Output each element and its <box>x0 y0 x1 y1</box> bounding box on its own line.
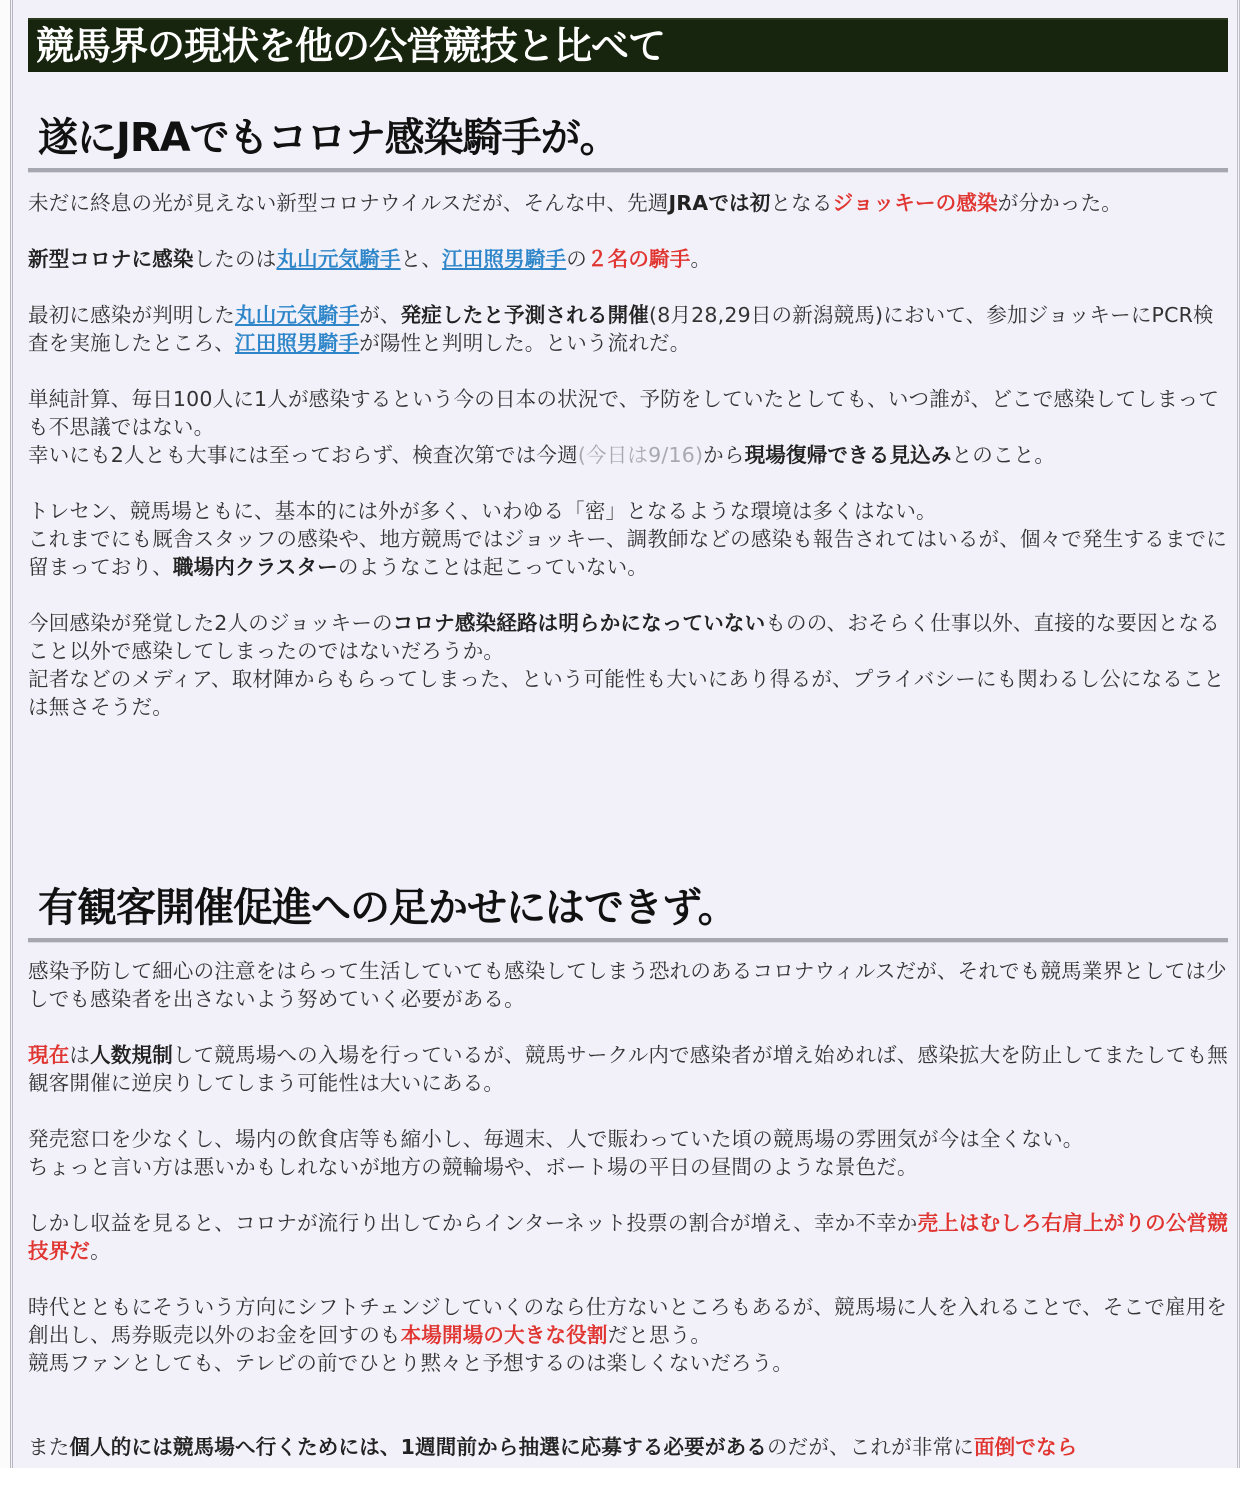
text-run: (8月28,29日の新潟競馬)において、参加ジョッキーにPCR検査を実施したところ、 <box>28 303 1214 355</box>
text-bold: 新型コロナに感染 <box>28 247 194 271</box>
text-run: が陽性と判明した。という流れだ。 <box>359 331 691 355</box>
text-run: の <box>566 247 587 271</box>
section-heading: 有観客開催促進への足かせにはできず。 <box>38 885 737 931</box>
jockey-link[interactable]: 江田照男騎手 <box>235 331 360 355</box>
text-run: 発売窓口を少なくし、場内の飲食店等も縮小し、毎週末、人で賑わっていた頃の競馬場の雰囲気が今は全くない。 <box>28 1127 1084 1151</box>
text-run: のだが、これが非常に <box>766 1435 974 1459</box>
text-red: ２名の騎手 <box>586 247 691 271</box>
text-run: 競馬ファンとしても、テレビの前でひとり黙々と予想するのは楽しくないだろう。 <box>28 1351 794 1375</box>
text-run: となる <box>770 191 833 215</box>
text-run: したのは <box>193 247 277 271</box>
text-bold: 現場復帰できる見込み <box>744 443 952 467</box>
text-run: また <box>28 1435 70 1459</box>
text-run: だと思う。 <box>607 1323 712 1347</box>
text-run: 単純計算、毎日100人に1人が感染するという今の日本の状況で、予防をしていたとしても、いつ誰が、どこで感染してしまっても不思議ではない。 <box>28 387 1220 439</box>
text-run: とのこと。 <box>951 443 1056 467</box>
text-bold: JRAでは初 <box>668 191 771 215</box>
paragraph <box>28 1041 1228 1097</box>
text-run: 。 <box>90 1239 111 1263</box>
text-run: が、 <box>359 303 401 327</box>
paragraph <box>28 245 1228 273</box>
text-run: が分かった。 <box>997 191 1122 215</box>
text-run: と、 <box>400 247 443 271</box>
text-bold: 人数規制 <box>90 1043 173 1067</box>
text-bold: コロナ感染経路は明らかになっていない <box>392 611 766 635</box>
page-left-margin <box>0 0 10 1468</box>
text-gray: (今日は9/16) <box>577 443 704 467</box>
heading-divider <box>28 168 1228 173</box>
text-run: 感染予防して細心の注意をはらって生活していても感染してしまう恐れのあるコロナウィルスだが、それでも競馬業界としては少しでも感染者を出さないよう努めていく必要がある。 <box>28 959 1227 1011</box>
section-spectator-events <box>28 878 1228 1489</box>
heading-divider <box>28 938 1228 943</box>
text-run: のようなことは起こっていない。 <box>337 555 648 579</box>
jockey-link[interactable]: 丸山元気騎手 <box>276 247 401 271</box>
page-title: 競馬界の現状を他の公営競技と比べて <box>36 24 666 68</box>
text-red: 面倒でなら <box>973 1435 1078 1459</box>
paragraph <box>28 957 1228 1013</box>
text-run: ものの、おそらく仕事以外、直接的な要因となること以外で感染してしまったのではないだろうか。 <box>28 611 1220 663</box>
text-run: 今回感染が発覚した2人のジョッキーの <box>28 611 393 635</box>
text-bold: 発症したと予測される開催 <box>400 303 650 327</box>
text-red: 本場開場の大きな役割 <box>400 1323 608 1347</box>
text-red: 現在 <box>28 1043 70 1067</box>
text-run: 最初に感染が判明した <box>28 303 235 327</box>
page-title-bar <box>28 18 1228 72</box>
text-run: は <box>69 1043 91 1067</box>
paragraph <box>28 301 1228 357</box>
text-run: しかし収益を見ると、コロナが流行り出してからインターネット投票の割合が増え、幸か不幸か <box>28 1211 918 1235</box>
text-bold: 個人的には競馬場へ行くためには、1週間前から抽選に応募する必要がある <box>69 1435 767 1459</box>
text-run: 幸いにも2人とも大事には至っておらず、検査次第では今週 <box>28 443 578 467</box>
text-run: して競馬場への入場を行っているが、競馬サークル内で感染者が増え始めれば、感染拡大を防止してまたしても無観客開催に逆戻りしてしまう可能性は大いにある。 <box>28 1043 1229 1095</box>
section-body <box>28 957 1228 1461</box>
paragraph <box>28 609 1228 721</box>
paragraph <box>28 1433 1228 1461</box>
text-run: 記者などのメディア、取材陣からもらってしまった、という可能性も大いにあり得るが、プライバシーにも関わるし公になることは無さそうだ。 <box>28 667 1225 719</box>
text-red: 売上はむしろ右肩上がりの公営競技界だ <box>28 1211 1228 1263</box>
paragraph <box>28 497 1228 581</box>
text-run: 未だに終息の光が見えない新型コロナウイルスだが、そんな中、先週 <box>28 191 669 215</box>
paragraph <box>28 1209 1228 1265</box>
text-bold: 職場内クラスター <box>172 555 338 579</box>
text-red: ジョッキーの感染 <box>832 191 998 215</box>
text-run: 時代とともにそういう方向にシフトチェンジしていくのなら仕方ないところもあるが、競馬場に人を入れることで、そこで雇用を創出し、馬券販売以外のお金を回すのも <box>28 1295 1228 1347</box>
paragraph <box>28 189 1228 217</box>
paragraph <box>28 1293 1228 1377</box>
text-run: これまでにも厩舎スタッフの感染や、地方競馬ではジョッキー、調教師などの感染も報告されてはいるが、個々で発生するまでに留まっており、 <box>28 527 1227 579</box>
jockey-link[interactable]: 丸山元気騎手 <box>235 303 360 327</box>
text-run: 。 <box>690 247 712 271</box>
paragraph <box>28 385 1228 469</box>
section-heading: 遂にJRAでもコロナ感染騎手が。 <box>38 115 619 161</box>
text-run: から <box>703 443 745 467</box>
section-body <box>28 189 1228 721</box>
text-run: トレセン、競馬場ともに、基本的には外が多く、いわゆる「密」となるような環境は多くはない。 <box>28 499 937 523</box>
text-run: ちょっと言い方は悪いかもしれないが地方の競輪場や、ボート場の平日の昼間のような景色だ。 <box>28 1155 918 1179</box>
paragraph <box>28 1125 1228 1181</box>
jockey-link[interactable]: 江田照男騎手 <box>442 247 567 271</box>
section-jra-infection <box>28 108 1228 749</box>
